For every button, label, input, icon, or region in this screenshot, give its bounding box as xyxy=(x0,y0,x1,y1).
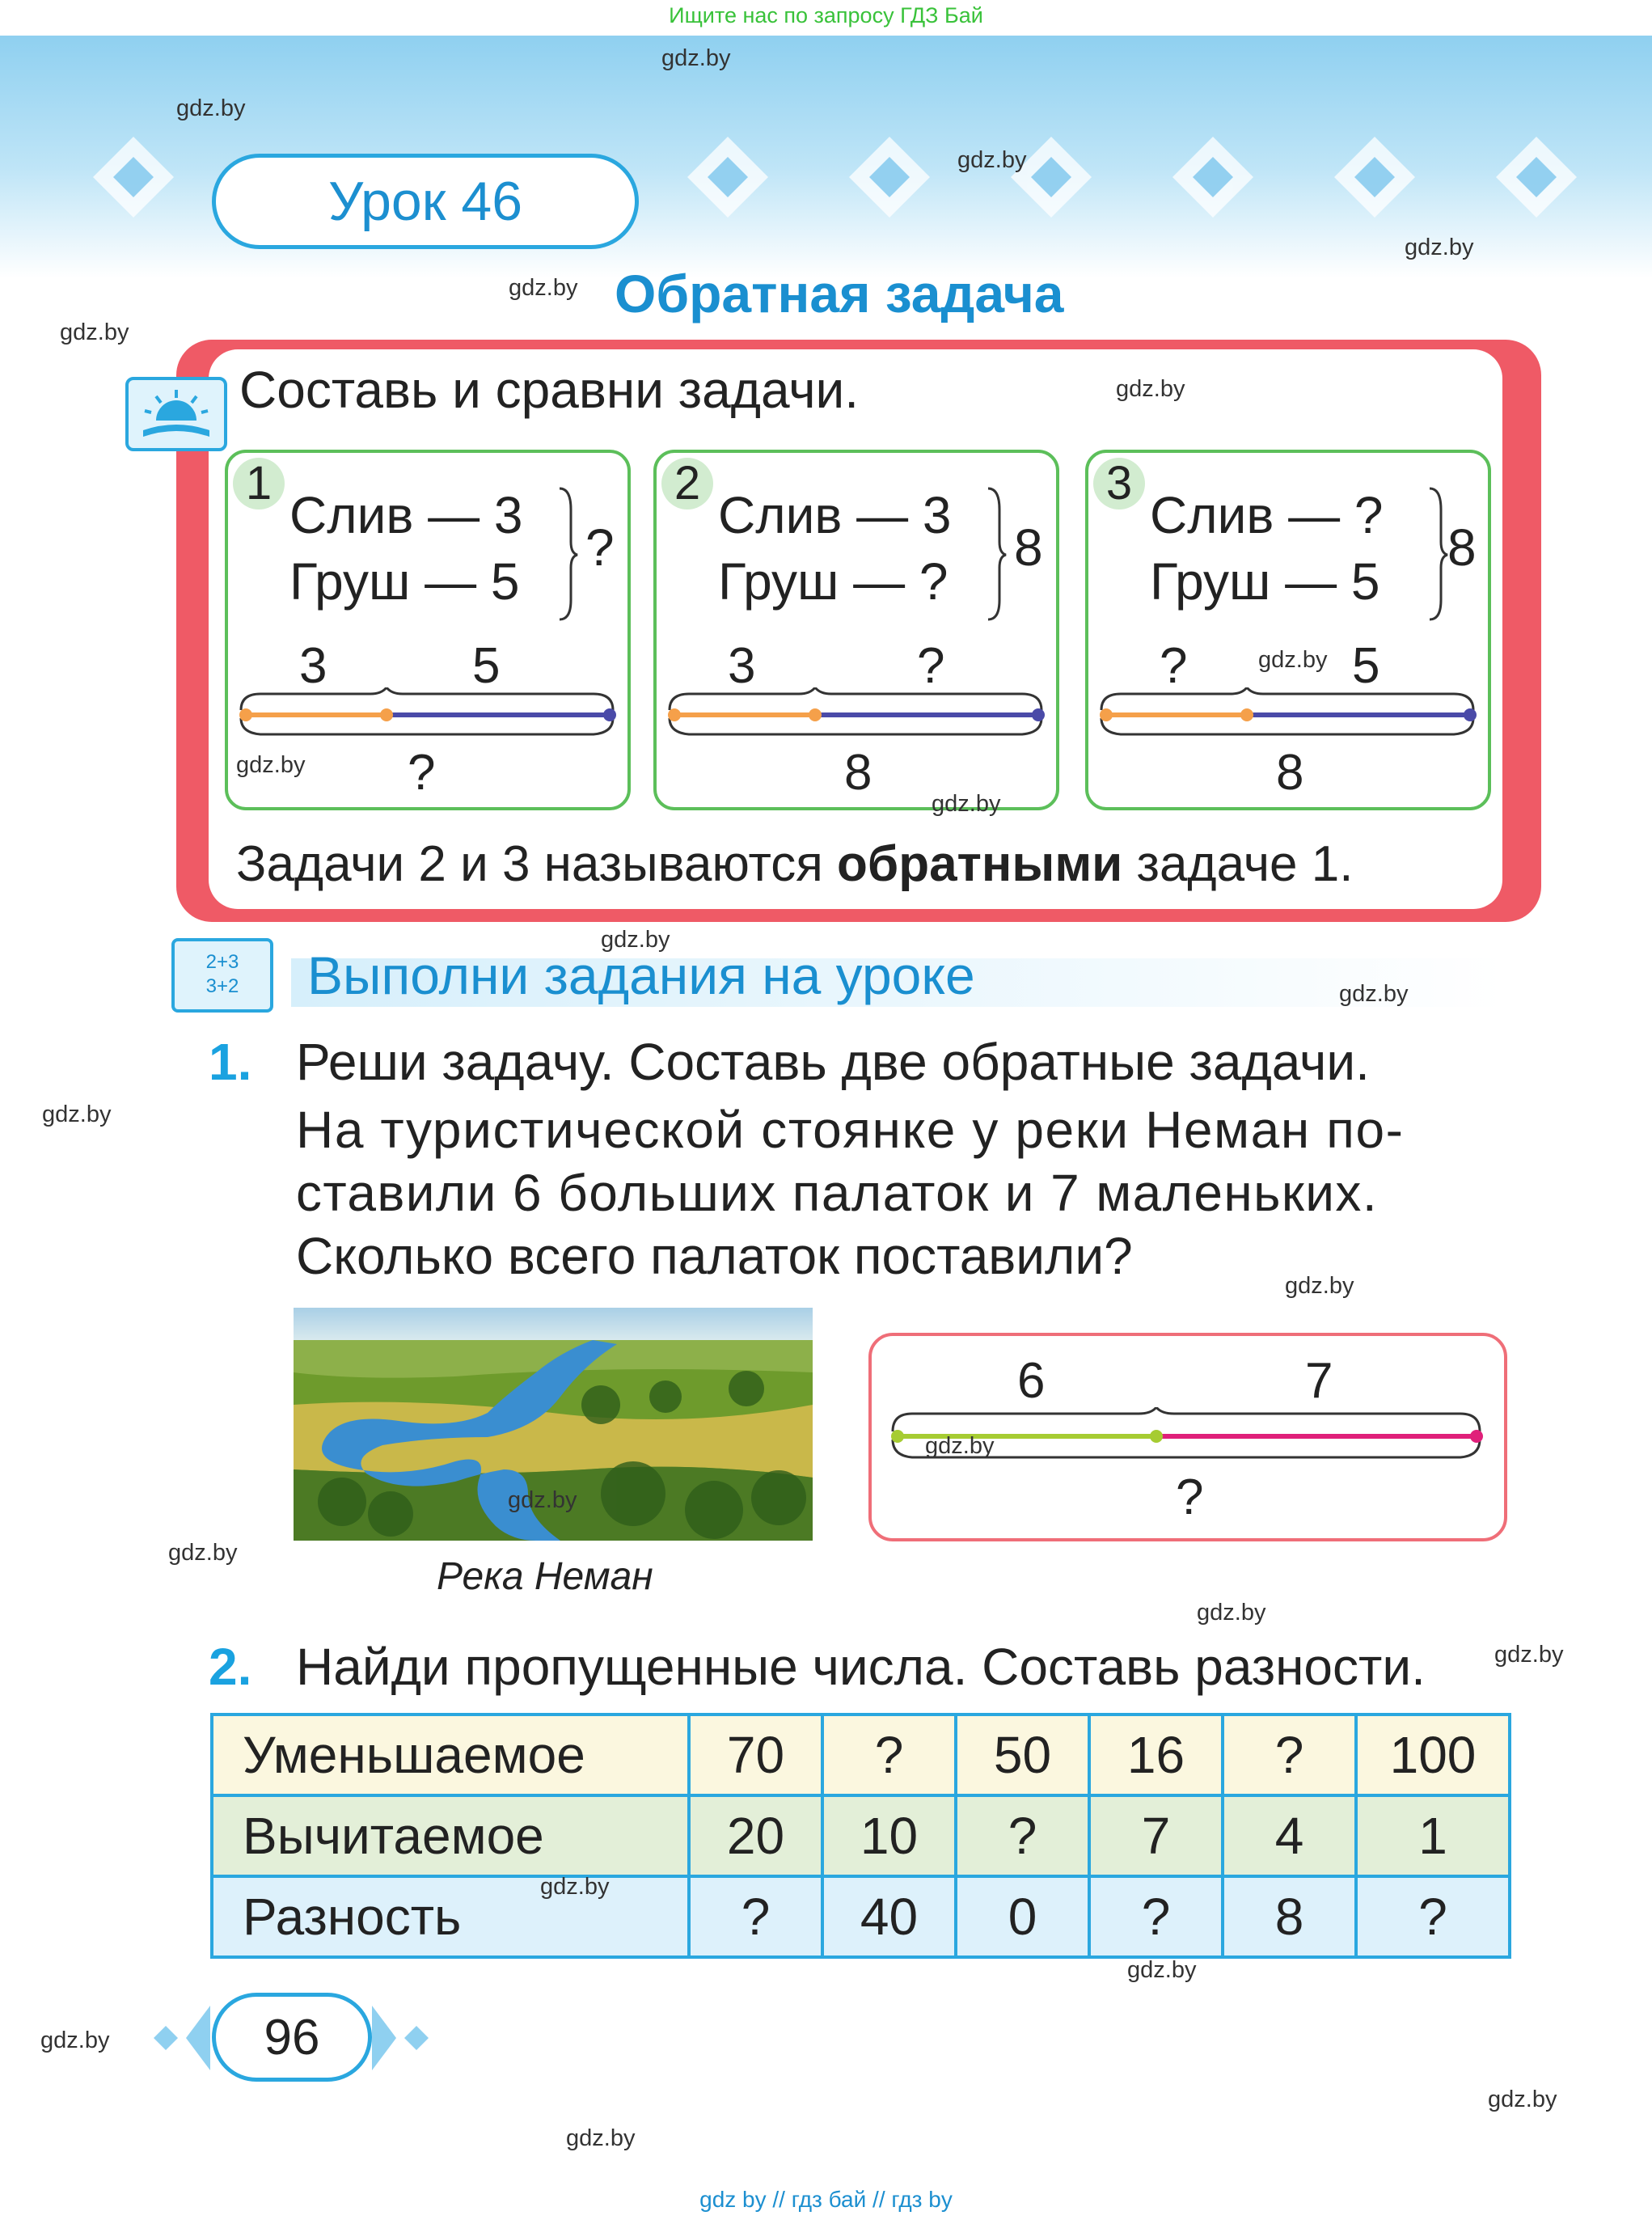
watermark: gdz.by xyxy=(925,1433,995,1459)
card-line-pears: Груш — 5 xyxy=(1150,552,1380,611)
conclusion-part2: задаче 1. xyxy=(1122,836,1354,892)
card-number: 2 xyxy=(661,458,713,509)
watermark: gdz.by xyxy=(957,147,1027,173)
watermark: gdz.by xyxy=(1405,235,1474,260)
segment-total-label: 8 xyxy=(844,745,872,801)
segment-diagram xyxy=(1088,687,1494,744)
problem-card-2 xyxy=(653,450,1059,810)
blackboard-icon xyxy=(171,938,273,1013)
blackboard-line2: 3+2 xyxy=(205,975,239,997)
segment-diagram xyxy=(657,687,1063,744)
watermark: gdz.by xyxy=(42,1101,112,1127)
table-cell: 40 xyxy=(822,1876,956,1957)
table-cell: ? xyxy=(956,1795,1089,1876)
segment-total-label: 8 xyxy=(1276,745,1304,801)
segment-right-label: 7 xyxy=(1305,1353,1333,1409)
task2-text: Найди пропущенные числа. Составь разности. xyxy=(296,1638,1426,1696)
task1-diagram xyxy=(868,1333,1507,1541)
river-neman-photo xyxy=(294,1308,813,1541)
segment-diagram xyxy=(228,687,634,744)
watermark: gdz.by xyxy=(1127,1957,1197,1983)
brace-value: 8 xyxy=(1447,518,1477,577)
card-number: 3 xyxy=(1093,458,1145,509)
card-line-plums: Слив — 3 xyxy=(718,486,952,544)
segment-left-label: 3 xyxy=(299,638,327,694)
task-heading: Выполни задания на уроке xyxy=(307,945,975,1005)
table-row xyxy=(212,1715,1510,1795)
table-cell: 1 xyxy=(1356,1795,1510,1876)
watermark: gdz.by xyxy=(60,319,129,345)
table-cell: ? xyxy=(1356,1876,1510,1957)
card-line-pears: Груш — ? xyxy=(718,552,949,611)
brace-value: ? xyxy=(585,518,615,577)
table-cell: 0 xyxy=(956,1876,1089,1957)
table-cell: ? xyxy=(689,1876,822,1957)
book-sun-icon xyxy=(125,377,227,451)
watermark: gdz.by xyxy=(1339,981,1409,1007)
top-note: Ищите нас по запросу ГДЗ Бай xyxy=(669,3,983,27)
card-number: 1 xyxy=(233,458,285,509)
task1-number: 1. xyxy=(209,1033,252,1091)
table-cell: 4 xyxy=(1223,1795,1356,1876)
watermark: gdz.by xyxy=(540,1874,610,1900)
watermark: gdz.by xyxy=(1258,647,1328,673)
watermark: gdz.by xyxy=(168,1540,238,1566)
watermark: gdz.by xyxy=(1116,376,1185,402)
table-cell: 100 xyxy=(1356,1715,1510,1795)
card-line-plums: Слив — 3 xyxy=(289,486,523,544)
lesson-title: Урок 46 xyxy=(212,154,639,249)
table-cell: 20 xyxy=(689,1795,822,1876)
table-cell: ? xyxy=(1089,1876,1223,1957)
conclusion-sentence xyxy=(236,835,1353,893)
segment-total-label: ? xyxy=(408,745,436,801)
watermark: gdz.by xyxy=(508,1487,577,1513)
watermark: gdz.by xyxy=(1285,1273,1354,1299)
brace-value: 8 xyxy=(1014,518,1043,577)
task1-line: На туристической стоянке у реки Неман по- xyxy=(296,1101,1405,1159)
segment-right-label: 5 xyxy=(472,638,501,694)
segment-left-label: 6 xyxy=(1017,1353,1046,1409)
task1-line: Сколько всего палаток поставили? xyxy=(296,1227,1133,1285)
watermark: gdz.by xyxy=(566,2125,636,2151)
segment-right-label: 5 xyxy=(1352,638,1380,694)
watermark: gdz.by xyxy=(40,2027,110,2053)
footer: gdz by // гдз бай // гдз by xyxy=(699,2187,953,2212)
curly-brace-icon xyxy=(985,485,1009,623)
card-line-plums: Слив — ? xyxy=(1150,486,1384,544)
subtraction-table xyxy=(210,1713,1511,1959)
conclusion-bold: обратными xyxy=(837,836,1123,892)
watermark: gdz.by xyxy=(661,45,731,71)
section-title: Обратная задача xyxy=(615,264,1064,323)
watermark: gdz.by xyxy=(236,752,306,778)
watermark: gdz.by xyxy=(932,791,1001,817)
table-cell: ? xyxy=(822,1715,956,1795)
row-label: Уменьшаемое xyxy=(212,1715,689,1795)
watermark: gdz.by xyxy=(176,95,246,121)
task2-number: 2. xyxy=(209,1638,252,1696)
table-cell: ? xyxy=(1223,1715,1356,1795)
table-cell: 50 xyxy=(956,1715,1089,1795)
problem-card-3 xyxy=(1085,450,1491,810)
conclusion-part1: Задачи 2 и 3 называются xyxy=(236,836,838,892)
segment-left-label: ? xyxy=(1160,638,1188,694)
table-cell: 70 xyxy=(689,1715,822,1795)
task1-line: ставили 6 больших палаток и 7 маленьких. xyxy=(296,1164,1378,1222)
card-line-pears: Груш — 5 xyxy=(289,552,520,611)
task1-line: Реши задачу. Составь две обратные задачи. xyxy=(296,1033,1370,1091)
watermark: gdz.by xyxy=(601,927,670,953)
segment-right-label: ? xyxy=(917,638,945,694)
watermark: gdz.by xyxy=(509,275,578,301)
blackboard-line1: 2+3 xyxy=(205,951,239,973)
instruction: Составь и сравни задачи. xyxy=(239,361,860,419)
watermark: gdz.by xyxy=(1488,2087,1557,2112)
table-cell: 8 xyxy=(1223,1876,1356,1957)
table-row xyxy=(212,1795,1510,1876)
photo-caption: Река Неман xyxy=(437,1555,653,1598)
watermark: gdz.by xyxy=(1197,1600,1266,1626)
table-cell: 16 xyxy=(1089,1715,1223,1795)
curly-brace-icon xyxy=(556,485,581,623)
watermark: gdz.by xyxy=(1494,1642,1564,1668)
table-row xyxy=(212,1876,1510,1957)
segment-left-label: 3 xyxy=(728,638,756,694)
problem-card-1 xyxy=(225,450,631,810)
page-number: 96 xyxy=(212,1993,372,2082)
row-label: Вычитаемое xyxy=(212,1795,689,1876)
table-cell: 7 xyxy=(1089,1795,1223,1876)
row-label: Разность xyxy=(212,1876,689,1957)
table-cell: 10 xyxy=(822,1795,956,1876)
segment-total-label: ? xyxy=(1176,1469,1204,1525)
